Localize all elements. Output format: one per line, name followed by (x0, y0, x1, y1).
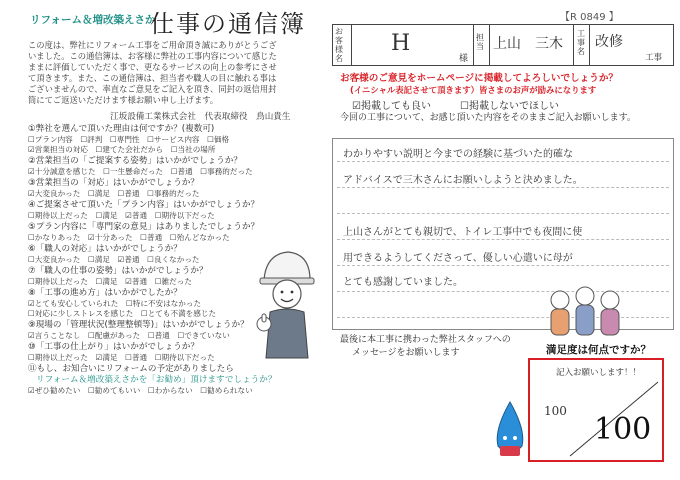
customer-name: H (391, 31, 411, 56)
score-box (528, 358, 664, 462)
question-2: ②営業担当の「ご提案する姿勢」はいかがでしょうか？ ☑十分誠意を感じた ☐一生懸命だった ☐普通 ☐事務的だった (28, 156, 253, 176)
brand-tagline: リフォーム＆増改築えさか (30, 14, 156, 26)
question-11: ⑪もし、お知合いにリフォームの予定がありましたら リフォーム＆増改築えさかを「お勧め」頂けますでしょうか？ ☑ぜひ勧めたい ☐勧めてもいい ☐わからない ☐勧められない (28, 364, 277, 395)
company-signature: 江坂設備工業株式会社 代表取締役 鳥山貴生 (110, 112, 291, 122)
mascot-illustration (490, 400, 530, 462)
question-5: ⑤プラン内容に「専門家の意見」はありましたでしょうか？ ☐かなりあった ☑十分あった ☐普通 ☐殆んどなかった (28, 222, 260, 242)
score-handwritten-small: 100 (544, 404, 567, 418)
work-name: 改修 (595, 34, 623, 50)
question-3: ③営業担当の「対応」はいかがでしょうか？ ☑大変良かった ☐満足 ☐普通 ☐事務的だった (28, 178, 200, 198)
question-9: ⑨現場の「管理状況(整理整頓等)」はいかがでしょうか？ ☑言うことなし ☐配慮があった ☐普通 ☐できていない (28, 320, 249, 340)
question-10: ⑩「工事の仕上がり」はいかがでしょうか？ ☐期待以上だった ☑満足 ☐普通 ☐期待以下だった (28, 342, 215, 362)
customer-honorific: 様 (459, 54, 469, 64)
comment-line-2: アドバイスで三木さんにお願いしようと決めました。 (343, 175, 583, 186)
score-question: 満足度は何点ですか？ (546, 344, 651, 356)
staff-label: 担当 (476, 33, 484, 51)
page-title: 仕事の通信簿 (150, 10, 306, 38)
intro-text: この度は、弊社にリフォーム工事をご用命頂き誠にありがとうござ いました。この通信簿は、お客様に弊社の工事内容について感じた ままに評価していただく事で、更なるサービスの向上の参考にさせ て頂きます。また、この通信簿は、担当者や職人の目に触れる事は ございませんので、率直なご意見をご記入を頂き、同封の返信用封 筒にてご返送いただけます様お願い申し上げます。 (28, 40, 277, 105)
comment-line-1: わかりやすい説明と今までの経験に基づいた的確な (343, 149, 573, 160)
worker-illustration (250, 240, 322, 360)
comment-line-5: 用できるようしてくださって、優しい心遣いに母が (343, 253, 573, 264)
consent-option-yes[interactable]: ☑掲載しても良い (352, 101, 431, 112)
score-instruction: 記入お願いします！！ (556, 368, 642, 378)
comment-line-6: とても感謝していました。 (343, 277, 463, 288)
customer-name-label: お客様名 (335, 27, 343, 63)
comment-line-4: 上山さんがとても親切で、トイレ工事中でも夜間に使 (343, 227, 583, 238)
question-6: ⑥「職人の対応」はいかがでしょうか？ ☐大変良かった ☐満足 ☑普通 ☐良くなかった (28, 244, 200, 264)
consent-question: お客様のご意見をホームページに掲載してよろしいでしょうか？ (340, 73, 619, 84)
comment-prompt: 今回の工事について、お感じ頂いた内容をそのままご記入お願いします。 (340, 113, 636, 123)
staff-names: 上山 三木 (493, 36, 563, 52)
consent-note: (イニシャル表記させて頂きます）皆さまのお声が励みになります (350, 85, 597, 95)
work-suffix: 工事 (645, 53, 663, 63)
question-1: ①弊社を選んで頂いた理由は何ですか？(複数可) ☐プラン内容 ☐評判 ☐専門性 ☐サービス内容 ☐価格 ☑営業担当の対応 ☐建てた会社だから ☐当社の場所 (28, 124, 230, 154)
score-value: 100 (594, 412, 652, 447)
document-id: 【R 0849 】 (560, 12, 619, 23)
family-illustration (540, 282, 630, 338)
question-4: ④ご提案させて頂いた「プラン内容」はいかがでしょうか？ ☐期待以上だった ☐満足 ☑普通 ☐期待以下だった (28, 200, 260, 220)
question-8: ⑧「工事の進め方」はいかがでしたか？ ☑とても安心していられた ☐特に不安はなかった ☐対応に少しストレスを感じた ☐とても不満を感じた (28, 288, 217, 318)
customer-info-box (332, 24, 674, 66)
question-7: ⑦「職人の仕事の姿勢」はいかがでしょうか？ ☐期待以上だった ☐満足 ☑普通 ☐雑だった (28, 266, 208, 286)
message-prompt: 最後に本工事に携わった弊社スタッフへの メッセージをお願いします (340, 335, 511, 358)
work-label: 工事名 (577, 29, 585, 56)
consent-option-no[interactable]: ☐掲載しないでほしい (460, 101, 559, 112)
